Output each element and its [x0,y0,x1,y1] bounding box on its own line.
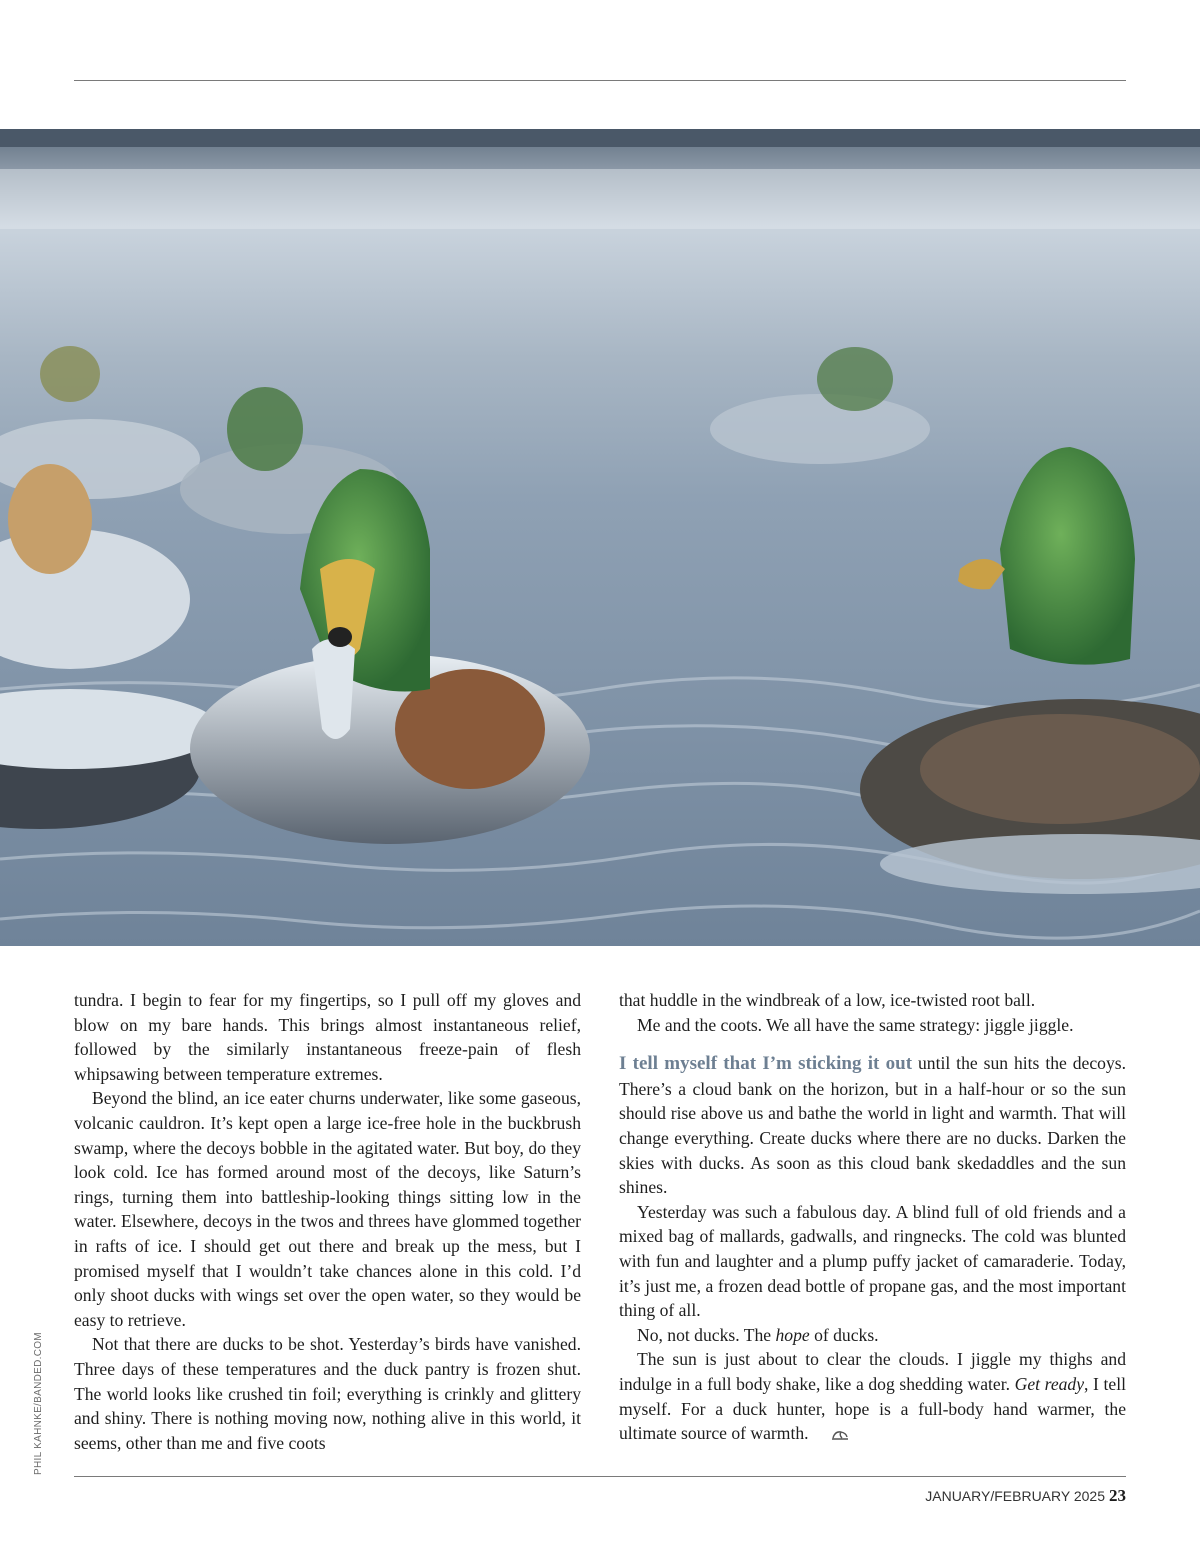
article-column-left [74,988,581,1455]
photo-credit: PHIL KAHNKE/BANDED.COM [33,1332,44,1475]
paragraph-text: The sun is just about to clear the clouds. I jiggle my thighs and indulge in a full body shake, like a dog shedding water. [619,1349,1126,1394]
paragraph: Yesterday was such a fabulous day. A blind full of old friends and a mixed bag of mallards, gadwalls, and ringnecks. The cold was blunted with fun and laughter and a plump puffy jacket of camaraderie. Today, it’s just me, a frozen dead bottle of propane gas, and the most important thing of all. [619,1201,1126,1321]
paragraph: Me and the coots. We all have the same strategy: jiggle jiggle. [637,1014,1074,1035]
paragraph: Not that there are ducks to be shot. Yesterday’s birds have vanished. Three days of these temperatures and the duck pantry is frozen shut. The world looks like crushed tin foil; everything is crinkly and glittery and shiny. There is nothing moving now, nothing alive in this world, it seems, other than me and five coots [74,1334,581,1453]
issue-date: JANUARY/FEBRUARY 2025 [925,1488,1105,1504]
section-break [619,1037,1126,1051]
lead-in-text: I tell myself that I’m sticking it out [619,1053,913,1075]
duck-head-endmark-icon [813,1423,849,1448]
paragraph-text: until the sun hits the decoys. There’s a cloud bank on the horizon, but in a half-hour or so the sun should rise above us and bathe the world in light and warmth. That will change everything. Create ducks where there are no ducks. Darken the skies with ducks. As soon as this cloud bank skedaddles and the sun shines. [619,1053,1126,1198]
mallard-decoys-photo [0,129,1200,946]
paragraph: Beyond the blind, an ice eater churns underwater, like some gaseous, volcanic cauldron. It’s kept open a large ice-free hole in the buckbrush swamp, where the decoys bobble in the agitated water. But boy, do they look cold. Ice has formed around most of the decoys, like Saturn’s rings, turning them into battleship-looking things sitting low in the water. Elsewhere, decoys in the twos and threes have glommed together in rafts of ice. I should get out there and break up the mess, but I promised myself that I wouldn’t take chances alone in this cold. I’d only shoot ducks with wings set over the open water, so they would be easy to retrieve. [74,1088,581,1330]
paragraph: that huddle in the windbreak of a low, ice-twisted root ball. [619,990,1036,1010]
bottom-rule [74,1476,1126,1477]
section-lead-paragraph [619,1051,1126,1200]
page-footer [925,1486,1126,1506]
page-number: 23 [1109,1486,1126,1505]
paragraph [619,1323,1126,1348]
emphasis-text: hope [775,1324,810,1345]
paragraph: tundra. I begin to fear for my fingertips, so I pull off my gloves and blow on my bare hands. This brings almost instantaneous relief, followed by the similarly instantaneous freeze-pain of flesh whipsawing between temperature extremes. [74,990,581,1084]
emphasis-text: Get ready [1014,1373,1085,1394]
paragraph-text: , I tell myself. For a duck hunter, hope is a full-body hand warmer, the ultimate source of warmth. [619,1373,1126,1444]
article-column-right [619,988,1126,1447]
paragraph-text: No, not ducks. The [637,1324,776,1345]
top-rule [74,80,1126,81]
paragraph [619,1347,1126,1447]
paragraph-text: of ducks. [809,1324,879,1345]
